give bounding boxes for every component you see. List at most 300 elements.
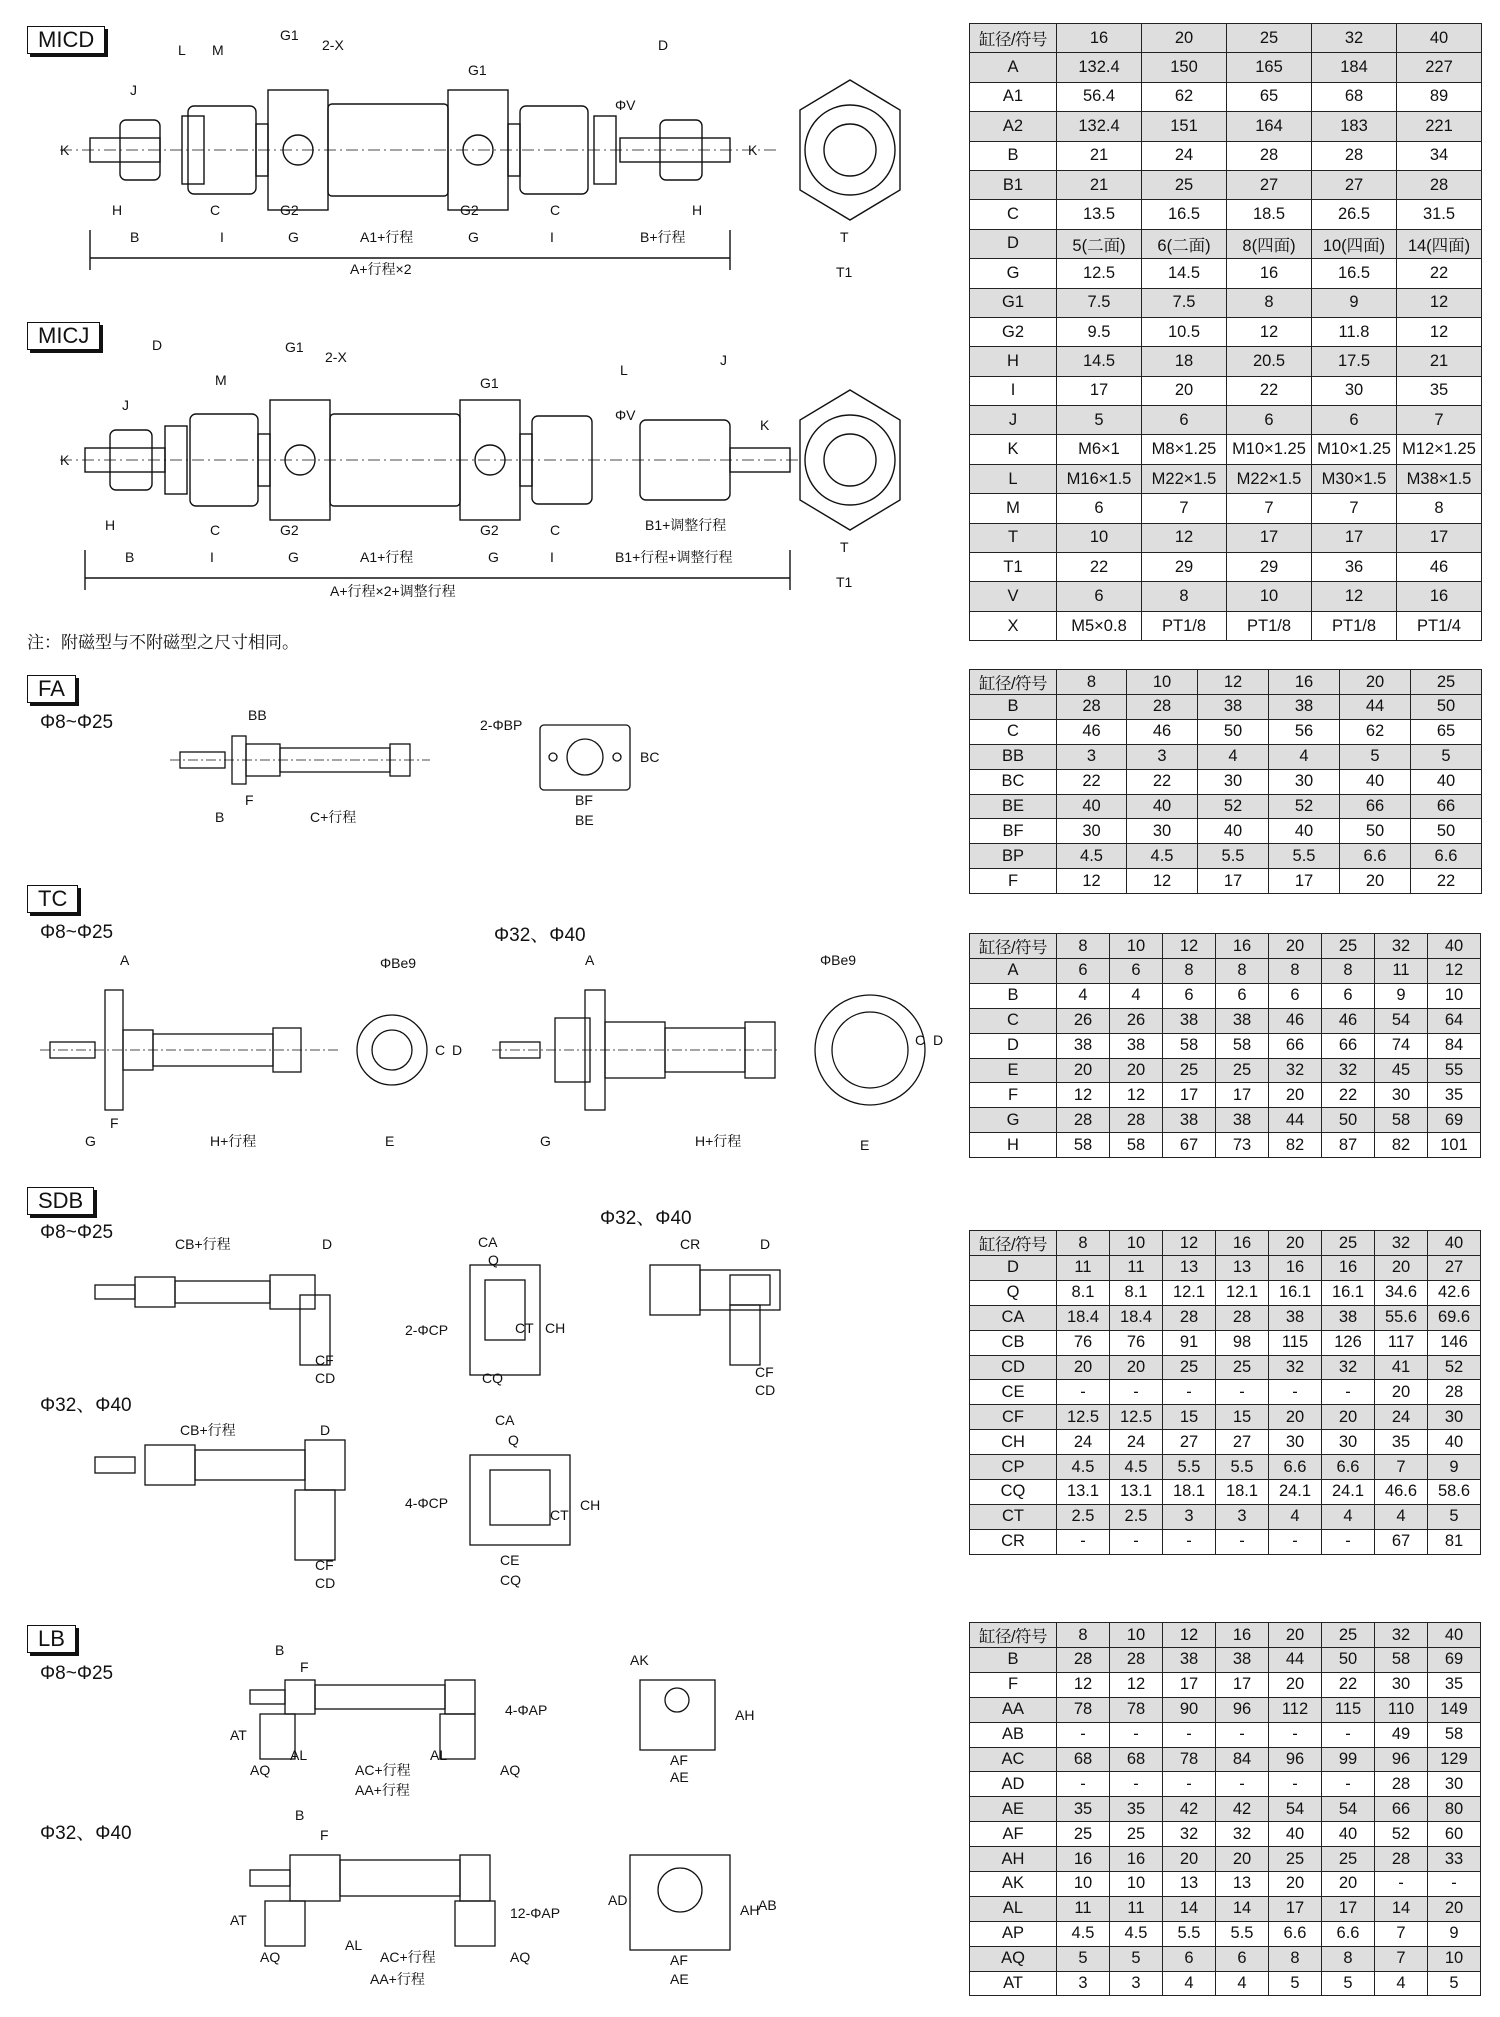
table-cell: 16 bbox=[1397, 582, 1482, 611]
table-cell: 12 bbox=[1127, 869, 1198, 894]
table-cell: 184 bbox=[1312, 53, 1397, 82]
table-cell: 50 bbox=[1411, 819, 1482, 844]
table-cell: 5 bbox=[1411, 744, 1482, 769]
table-cell: 66 bbox=[1340, 794, 1411, 819]
table-cell: 46 bbox=[1057, 719, 1127, 744]
table-cell: 20.5 bbox=[1227, 347, 1312, 376]
table-cell: 52 bbox=[1269, 794, 1340, 819]
row-symbol-cell: AF bbox=[970, 1822, 1057, 1847]
lb-dim-labels bbox=[230, 1642, 777, 1987]
micj-dim-label: C bbox=[550, 522, 561, 538]
row-symbol-cell: B bbox=[970, 983, 1057, 1008]
sdb-dim-label: D bbox=[760, 1236, 771, 1252]
table-cell: 38 bbox=[1269, 1305, 1322, 1330]
lb-dim-label: 12-ΦAP bbox=[510, 1905, 561, 1921]
table-cell: 20 bbox=[1163, 1847, 1216, 1872]
table-cell: - bbox=[1110, 1380, 1163, 1405]
row-symbol-cell: AE bbox=[970, 1797, 1057, 1822]
table-header-cell: 20 bbox=[1269, 1231, 1322, 1256]
row-symbol-cell: G bbox=[970, 259, 1057, 288]
table-cell: 96 bbox=[1375, 1747, 1428, 1772]
table-cell: 22 bbox=[1057, 553, 1142, 582]
table-cell: 38 bbox=[1322, 1305, 1375, 1330]
table-cell: 55.6 bbox=[1375, 1305, 1428, 1330]
table-cell: 64 bbox=[1428, 1008, 1481, 1033]
table-cell: 38 bbox=[1110, 1033, 1163, 1058]
micd-dim-label: C bbox=[210, 202, 221, 218]
micd-dim-label: B+行程 bbox=[640, 229, 686, 245]
lb-dim-label: AE bbox=[670, 1971, 689, 1987]
table-header-cell: 8 bbox=[1057, 670, 1127, 695]
table-cell: 16 bbox=[1322, 1256, 1375, 1281]
table-cell: 30 bbox=[1127, 819, 1198, 844]
table-row bbox=[970, 1305, 1481, 1330]
micd-dim-label: G2 bbox=[280, 202, 299, 218]
sdb-dim-label: CF bbox=[755, 1364, 774, 1380]
table-cell: 25 bbox=[1216, 1355, 1269, 1380]
row-symbol-cell: D bbox=[970, 1033, 1057, 1058]
table-cell: 27 bbox=[1216, 1430, 1269, 1455]
row-symbol-cell: CF bbox=[970, 1405, 1057, 1430]
table-cell: 25 bbox=[1216, 1058, 1269, 1083]
micd-dim-label: J bbox=[130, 82, 137, 98]
table-cell: 34 bbox=[1397, 141, 1482, 170]
table-cell: 6 bbox=[1322, 983, 1375, 1008]
lb-dim-label: AD bbox=[608, 1892, 628, 1908]
table-cell: 30 bbox=[1057, 819, 1127, 844]
table-cell: 8 bbox=[1216, 959, 1269, 984]
table-cell: - bbox=[1322, 1529, 1375, 1554]
table-cell: 5 bbox=[1322, 1971, 1375, 1996]
micd-dim-label: G1 bbox=[280, 27, 299, 43]
table-row bbox=[970, 553, 1482, 582]
table-cell: 5 bbox=[1340, 744, 1411, 769]
table-cell: 25 bbox=[1322, 1847, 1375, 1872]
table-cell: 24.1 bbox=[1322, 1480, 1375, 1505]
table-cell: 24.1 bbox=[1269, 1480, 1322, 1505]
table-cell: 22 bbox=[1227, 376, 1312, 405]
table-cell: 34.6 bbox=[1375, 1280, 1428, 1305]
lb-dim-label: AQ bbox=[510, 1949, 531, 1965]
micd-dim-label: 2-X bbox=[322, 37, 344, 53]
table-row bbox=[970, 844, 1482, 869]
table-cell: 28 bbox=[1057, 1648, 1110, 1673]
micj-dim-label: B1+行程+调整行程 bbox=[615, 549, 733, 565]
tc-dim-label: F bbox=[110, 1115, 119, 1131]
table-cell: 54 bbox=[1269, 1797, 1322, 1822]
table-cell: 12 bbox=[1397, 288, 1482, 317]
table-cell: 164 bbox=[1227, 112, 1312, 141]
table-cell: 25 bbox=[1057, 1822, 1110, 1847]
table-header-cell: 缸径/符号 bbox=[970, 1623, 1057, 1648]
sdb-dim-label: Q bbox=[488, 1252, 499, 1268]
table-header-cell: 缸径/符号 bbox=[970, 670, 1057, 695]
table-cell: 22 bbox=[1322, 1672, 1375, 1697]
table-cell: 4 bbox=[1375, 1504, 1428, 1529]
lb-dim-label: AA+行程 bbox=[355, 1782, 410, 1798]
section-tag-micd: MICD bbox=[27, 26, 105, 54]
table-cell: 66 bbox=[1269, 1033, 1322, 1058]
table-cell: 21 bbox=[1057, 141, 1142, 170]
table-cell: 2.5 bbox=[1057, 1504, 1110, 1529]
micd-dim-label: K bbox=[748, 142, 758, 158]
lb-dim-label: AQ bbox=[500, 1762, 521, 1778]
micj-dim-label: G bbox=[488, 549, 499, 565]
fa-dim-label: 2-ΦBP bbox=[480, 717, 523, 733]
lb-drawing bbox=[230, 1640, 940, 2010]
table-cell: 4 bbox=[1269, 744, 1340, 769]
table-header-cell: 32 bbox=[1375, 1623, 1428, 1648]
sdb-dim-label: CT bbox=[515, 1320, 534, 1336]
table-cell: 66 bbox=[1411, 794, 1482, 819]
row-symbol-cell: I bbox=[970, 376, 1057, 405]
table-row bbox=[970, 141, 1482, 170]
table-cell: M22×1.5 bbox=[1227, 464, 1312, 493]
table-cell: 7 bbox=[1375, 1455, 1428, 1480]
table-cell: 42 bbox=[1163, 1797, 1216, 1822]
table-cell: 7 bbox=[1375, 1921, 1428, 1946]
table-cell: 4 bbox=[1375, 1971, 1428, 1996]
table-cell: 4 bbox=[1057, 983, 1110, 1008]
table-cell: 28 bbox=[1227, 141, 1312, 170]
micj-dim-label: T bbox=[840, 539, 849, 555]
table-cell: 5 bbox=[1269, 1971, 1322, 1996]
table-cell: 12.1 bbox=[1216, 1280, 1269, 1305]
table-cell: 58 bbox=[1163, 1033, 1216, 1058]
table-cell: M12×1.25 bbox=[1397, 435, 1482, 464]
table-cell: 13 bbox=[1216, 1256, 1269, 1281]
table-cell: - bbox=[1057, 1529, 1110, 1554]
row-symbol-cell: A2 bbox=[970, 112, 1057, 141]
table-header-cell: 25 bbox=[1411, 670, 1482, 695]
table-header-cell: 32 bbox=[1375, 934, 1428, 959]
row-symbol-cell: AP bbox=[970, 1921, 1057, 1946]
table-cell: 6 bbox=[1057, 582, 1142, 611]
table-cell: 49 bbox=[1375, 1722, 1428, 1747]
table-cell: 17 bbox=[1163, 1083, 1216, 1108]
row-symbol-cell: AD bbox=[970, 1772, 1057, 1797]
table-cell: 45 bbox=[1375, 1058, 1428, 1083]
table-cell: 4 bbox=[1322, 1504, 1375, 1529]
table-cell: 84 bbox=[1428, 1033, 1481, 1058]
table-cell: 17 bbox=[1269, 869, 1340, 894]
table-cell: 17 bbox=[1397, 523, 1482, 552]
table-cell: 165 bbox=[1227, 53, 1312, 82]
section-tag-tc: TC bbox=[27, 885, 78, 913]
table-cell: 28 bbox=[1127, 695, 1198, 720]
table-cell: 5.5 bbox=[1269, 844, 1340, 869]
table-cell: 58 bbox=[1375, 1108, 1428, 1133]
tc-dim-label: G bbox=[540, 1133, 551, 1149]
section-tag-fa: FA bbox=[27, 675, 76, 703]
table-row bbox=[970, 288, 1482, 317]
table-cell: 11 bbox=[1110, 1896, 1163, 1921]
table-cell: 30 bbox=[1269, 1430, 1322, 1455]
sdb-dim-label: CQ bbox=[500, 1572, 521, 1588]
table-cell: 7.5 bbox=[1057, 288, 1142, 317]
table-cell: 50 bbox=[1411, 695, 1482, 720]
table-header-cell: 40 bbox=[1428, 934, 1481, 959]
lb-dim-label: AT bbox=[230, 1727, 247, 1743]
table-cell: 22 bbox=[1057, 769, 1127, 794]
table-cell: 17 bbox=[1322, 1896, 1375, 1921]
table-row bbox=[970, 1280, 1481, 1305]
fa-drawing bbox=[170, 700, 700, 840]
row-symbol-cell: AL bbox=[970, 1896, 1057, 1921]
tc-dim-label: ΦBe9 bbox=[380, 955, 417, 971]
sdb-dim-label: Q bbox=[508, 1432, 519, 1448]
table-header-cell: 32 bbox=[1312, 24, 1397, 53]
table-row bbox=[970, 229, 1482, 258]
table-cell: 69 bbox=[1428, 1648, 1481, 1673]
table-cell: 6 bbox=[1163, 1946, 1216, 1971]
table-header-cell: 16 bbox=[1216, 934, 1269, 959]
row-symbol-cell: G2 bbox=[970, 317, 1057, 346]
micj-dim-labels bbox=[60, 337, 853, 599]
micd-dim-label: G2 bbox=[460, 202, 479, 218]
table-cell: 12 bbox=[1428, 959, 1481, 984]
table-cell: 84 bbox=[1216, 1747, 1269, 1772]
table-cell: 52 bbox=[1198, 794, 1269, 819]
table-cell: 8 bbox=[1163, 959, 1216, 984]
table-header-cell: 16 bbox=[1216, 1623, 1269, 1648]
table-cell: 58 bbox=[1110, 1133, 1163, 1158]
table-cell: 3 bbox=[1057, 744, 1127, 769]
table-cell: 38 bbox=[1198, 695, 1269, 720]
table-cell: 5.5 bbox=[1216, 1921, 1269, 1946]
table-cell: 32 bbox=[1322, 1355, 1375, 1380]
row-symbol-cell: C bbox=[970, 200, 1057, 229]
table-cell: M5×0.8 bbox=[1057, 611, 1142, 640]
table-cell: PT1/8 bbox=[1142, 611, 1227, 640]
table-cell: 5 bbox=[1428, 1504, 1481, 1529]
table-cell: 28 bbox=[1110, 1648, 1163, 1673]
table-header-row bbox=[970, 1623, 1481, 1648]
sdb-dim-label: CE bbox=[500, 1552, 520, 1568]
table-cell: 16.1 bbox=[1269, 1280, 1322, 1305]
table-row bbox=[970, 959, 1481, 984]
table-cell: 6(二面) bbox=[1142, 229, 1227, 258]
table-cell: 50 bbox=[1322, 1648, 1375, 1673]
lb-dim-label: AH bbox=[735, 1707, 755, 1723]
micj-dim-label: J bbox=[122, 397, 129, 413]
table-cell: 8 bbox=[1227, 288, 1312, 317]
table-cell: 151 bbox=[1142, 112, 1227, 141]
table-cell: 24 bbox=[1142, 141, 1227, 170]
fa-range: Φ8~Φ25 bbox=[40, 712, 114, 733]
table-cell: 28 bbox=[1216, 1305, 1269, 1330]
table-cell: 6.6 bbox=[1322, 1455, 1375, 1480]
table-row bbox=[970, 1033, 1481, 1058]
table-cell: 55 bbox=[1428, 1058, 1481, 1083]
table-row bbox=[970, 1971, 1481, 1996]
row-symbol-cell: A1 bbox=[970, 82, 1057, 111]
table-cell: 4.5 bbox=[1057, 1455, 1110, 1480]
table-cell: 20 bbox=[1340, 869, 1411, 894]
table-cell: 25 bbox=[1142, 170, 1227, 199]
lb-dim-label: F bbox=[300, 1659, 309, 1675]
table-row bbox=[970, 794, 1482, 819]
row-symbol-cell: AQ bbox=[970, 1946, 1057, 1971]
sdb-range-large-top: Φ32、Φ40 bbox=[600, 1208, 692, 1229]
table-row bbox=[970, 1405, 1481, 1430]
table-cell: 25 bbox=[1163, 1058, 1216, 1083]
table-cell: 66 bbox=[1375, 1797, 1428, 1822]
micj-dim-label: K bbox=[760, 417, 770, 433]
table-header-cell: 8 bbox=[1057, 1623, 1110, 1648]
table-row bbox=[970, 1797, 1481, 1822]
section-tag-lb: LB bbox=[27, 1625, 76, 1653]
table-cell: 16.5 bbox=[1142, 200, 1227, 229]
table-cell: 183 bbox=[1312, 112, 1397, 141]
table-cell: 27 bbox=[1312, 170, 1397, 199]
micj-dim-label: D bbox=[152, 337, 163, 353]
table-cell: 22 bbox=[1397, 259, 1482, 288]
table-cell: 67 bbox=[1163, 1133, 1216, 1158]
table-row bbox=[970, 406, 1482, 435]
table-cell: 10 bbox=[1428, 1946, 1481, 1971]
micd-dim-label: L bbox=[178, 42, 186, 58]
micj-dim-label: G2 bbox=[480, 522, 499, 538]
table-cell: 12.5 bbox=[1057, 1405, 1110, 1430]
table-cell: 74 bbox=[1375, 1033, 1428, 1058]
table-header-cell: 12 bbox=[1163, 1231, 1216, 1256]
table-cell: 12.1 bbox=[1163, 1280, 1216, 1305]
tc-dim-label: A bbox=[120, 952, 130, 968]
micd-dim-label: A1+行程 bbox=[360, 229, 414, 245]
table-cell: 32 bbox=[1163, 1822, 1216, 1847]
micd-dim-label: B bbox=[130, 229, 140, 245]
micd-spec-table bbox=[969, 23, 1482, 641]
table-cell: 17 bbox=[1312, 523, 1397, 552]
table-cell: 17 bbox=[1227, 523, 1312, 552]
micj-dim-label: G1 bbox=[285, 339, 304, 355]
table-cell: 78 bbox=[1163, 1747, 1216, 1772]
table-cell: 46.6 bbox=[1375, 1480, 1428, 1505]
table-cell: 9 bbox=[1312, 288, 1397, 317]
row-symbol-cell: BB bbox=[970, 744, 1057, 769]
row-symbol-cell: K bbox=[970, 435, 1057, 464]
table-cell: 16 bbox=[1110, 1847, 1163, 1872]
table-cell: - bbox=[1269, 1529, 1322, 1554]
table-cell: 10.5 bbox=[1142, 317, 1227, 346]
table-cell: 28 bbox=[1375, 1772, 1428, 1797]
table-cell: M30×1.5 bbox=[1312, 464, 1397, 493]
table-cell: 3 bbox=[1110, 1971, 1163, 1996]
table-cell: 13 bbox=[1163, 1872, 1216, 1897]
table-cell: 5.5 bbox=[1198, 844, 1269, 869]
table-cell: 44 bbox=[1340, 695, 1411, 720]
row-symbol-cell: T1 bbox=[970, 553, 1057, 582]
table-cell: 14.5 bbox=[1142, 259, 1227, 288]
table-row bbox=[970, 347, 1482, 376]
table-cell: 20 bbox=[1322, 1872, 1375, 1897]
table-cell: 20 bbox=[1269, 1872, 1322, 1897]
table-cell: 18.4 bbox=[1110, 1305, 1163, 1330]
lb-dim-label: AQ bbox=[250, 1762, 271, 1778]
table-cell: 40 bbox=[1269, 1822, 1322, 1847]
row-symbol-cell: F bbox=[970, 1672, 1057, 1697]
table-cell: 50 bbox=[1322, 1108, 1375, 1133]
table-cell: 10 bbox=[1227, 582, 1312, 611]
sdb-range-large-bottom: Φ32、Φ40 bbox=[40, 1395, 132, 1416]
table-row bbox=[970, 1058, 1481, 1083]
table-cell: 24 bbox=[1110, 1430, 1163, 1455]
table-cell: 32 bbox=[1322, 1058, 1375, 1083]
micd-drawing bbox=[60, 20, 940, 300]
table-cell: 7 bbox=[1312, 494, 1397, 523]
table-cell: - bbox=[1375, 1872, 1428, 1897]
table-cell: 99 bbox=[1322, 1747, 1375, 1772]
table-cell: 6 bbox=[1110, 959, 1163, 984]
table-cell: 3 bbox=[1057, 1971, 1110, 1996]
table-header-cell: 12 bbox=[1198, 670, 1269, 695]
row-symbol-cell: B bbox=[970, 1648, 1057, 1673]
table-cell: 30 bbox=[1312, 376, 1397, 405]
row-symbol-cell: C bbox=[970, 719, 1057, 744]
table-row bbox=[970, 1330, 1481, 1355]
table-row bbox=[970, 170, 1482, 199]
table-cell: 5 bbox=[1428, 1971, 1481, 1996]
table-cell: 11 bbox=[1110, 1256, 1163, 1281]
table-cell: 20 bbox=[1375, 1380, 1428, 1405]
table-header-row bbox=[970, 670, 1482, 695]
row-symbol-cell: D bbox=[970, 1256, 1057, 1281]
table-cell: 58 bbox=[1216, 1033, 1269, 1058]
table-cell: M10×1.25 bbox=[1227, 435, 1312, 464]
sdb-dim-label: CH bbox=[545, 1320, 566, 1336]
table-row bbox=[970, 1355, 1481, 1380]
table-row bbox=[970, 1946, 1481, 1971]
table-cell: 20 bbox=[1322, 1405, 1375, 1430]
table-header-cell: 40 bbox=[1428, 1231, 1481, 1256]
table-cell: 50 bbox=[1198, 719, 1269, 744]
table-row bbox=[970, 494, 1482, 523]
table-row bbox=[970, 1722, 1481, 1747]
lb-dim-label: AT bbox=[230, 1912, 247, 1928]
table-cell: 16 bbox=[1269, 1256, 1322, 1281]
section-tag-sdb: SDB bbox=[27, 1187, 94, 1215]
table-cell: 4 bbox=[1269, 1504, 1322, 1529]
table-cell: - bbox=[1269, 1772, 1322, 1797]
table-cell: 10 bbox=[1110, 1872, 1163, 1897]
table-cell: 40 bbox=[1269, 819, 1340, 844]
fa-dim-label: BF bbox=[575, 792, 593, 808]
table-cell: 22 bbox=[1322, 1083, 1375, 1108]
table-row bbox=[970, 1008, 1481, 1033]
table-cell: 28 bbox=[1110, 1108, 1163, 1133]
table-cell: 12.5 bbox=[1057, 259, 1142, 288]
table-cell: 149 bbox=[1428, 1697, 1481, 1722]
lb-dim-label: AC+行程 bbox=[355, 1762, 411, 1778]
table-cell: 20 bbox=[1057, 1058, 1110, 1083]
lb-dim-label: AQ bbox=[260, 1949, 281, 1965]
table-cell: 35 bbox=[1428, 1672, 1481, 1697]
row-symbol-cell: X bbox=[970, 611, 1057, 640]
table-cell: - bbox=[1057, 1772, 1110, 1797]
table-cell: 58 bbox=[1375, 1648, 1428, 1673]
table-row bbox=[970, 523, 1482, 552]
micj-dim-label: ΦV bbox=[615, 407, 636, 423]
table-row bbox=[970, 1480, 1481, 1505]
table-header-cell: 8 bbox=[1057, 934, 1110, 959]
micj-dim-label: B1+调整行程 bbox=[645, 517, 727, 533]
table-header-cell: 32 bbox=[1375, 1231, 1428, 1256]
row-symbol-cell: CT bbox=[970, 1504, 1057, 1529]
table-row bbox=[970, 1430, 1481, 1455]
table-cell: M6×1 bbox=[1057, 435, 1142, 464]
table-cell: 76 bbox=[1057, 1330, 1110, 1355]
